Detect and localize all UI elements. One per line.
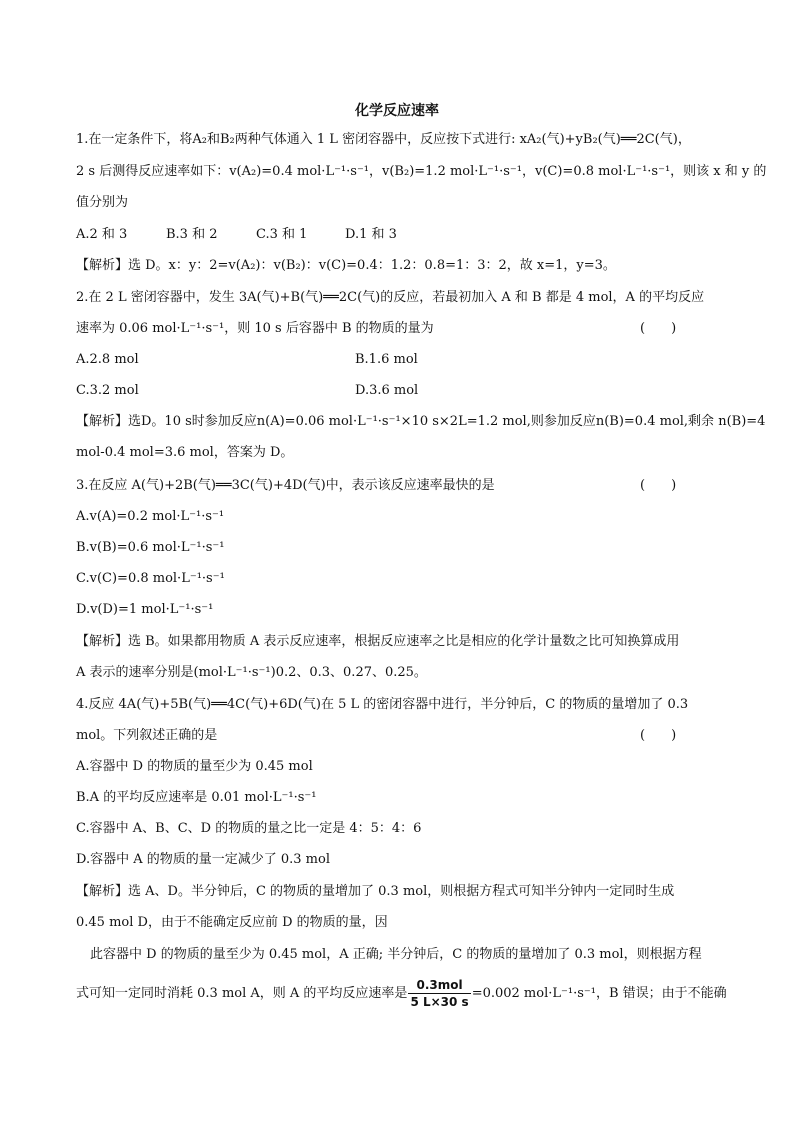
option-b: B.A 的平均反应速率是 0.01 mol·L⁻¹·s⁻¹	[76, 790, 317, 805]
text-line: 速率为 0.06 mol·L⁻¹·s⁻¹，则 10 s 后容器中 B 的物质的量为	[76, 321, 434, 336]
option-d: D.容器中 A 的物质的量一定减少了 0.3 mol	[76, 852, 330, 867]
text-line: mol-0.4 mol=3.6 mol，答案为 D。	[76, 445, 294, 460]
option-c: C.3.2 mol	[76, 383, 139, 398]
fraction-denominator: 5 L×30 s	[410, 995, 469, 1009]
formula-line	[76, 976, 736, 1012]
option-c: C.v(C)=0.8 mol·L⁻¹·s⁻¹	[76, 571, 225, 586]
option-d: D.1 和 3	[345, 227, 397, 242]
formula-text-before: 式可知一定同时消耗 0.3 mol A，则 A 的平均反应速率是	[76, 986, 408, 1001]
text-line: A 表示的速率分别是(mol·L⁻¹·s⁻¹)0.2、0.3、0.27、0.25。	[76, 665, 427, 680]
text-line: 此容器中 D 的物质的量至少为 0.45 mol，A 正确; 半分钟后，C 的物质的量增加了 0.3 mol，则根据方程	[90, 947, 702, 962]
option-a: A.2.8 mol	[76, 352, 139, 367]
option-a: A.2 和 3	[76, 227, 128, 242]
option-c: C.3 和 1	[256, 227, 308, 242]
text-line: mol。下列叙述正确的是	[76, 728, 218, 743]
text-line: 值分别为	[76, 195, 129, 210]
text-line: 2 s 后测得反应速率如下：v(A₂)=0.4 mol·L⁻¹·s⁻¹，v(B₂)=1.2 mol·L⁻¹·s⁻¹，v(C)=0.8 mol·L⁻¹·s⁻¹，则该 x 和 y 的	[76, 164, 767, 179]
q1-options	[76, 225, 736, 245]
option-a: A.v(A)=0.2 mol·L⁻¹·s⁻¹	[76, 509, 225, 524]
option-d: D.3.6 mol	[355, 383, 419, 398]
fraction-numerator: 0.3mol	[408, 977, 470, 994]
text-line: 4.反应 4A(气)+5B(气)══4C(气)+6D(气)在 5 L 的密闭容器中进行，半分钟后，C 的物质的量增加了 0.3	[76, 697, 689, 712]
text-line: 3.在反应 A(气)+2B(气)══3C(气)+4D(气)中，表示该反应速率最快的是	[76, 478, 495, 493]
analysis-line: 【解析】选 D。x：y：2=v(A₂)：v(B₂)：v(C)=0.4：1.2：0.8=1：3：2，故 x=1，y=3。	[76, 258, 616, 273]
text-line: 0.45 mol D，由于不能确定反应前 D 的物质的量，因	[76, 915, 388, 930]
q2-options-row1	[76, 350, 736, 370]
option-c: C.容器中 A、B、C、D 的物质的量之比一定是 4：5：4：6	[76, 821, 422, 836]
option-b: B.v(B)=0.6 mol·L⁻¹·s⁻¹	[76, 540, 225, 555]
page-title: 化学反应速率	[355, 103, 439, 119]
answer-bracket: ( )	[640, 728, 677, 743]
option-a: A.容器中 D 的物质的量至少为 0.45 mol	[76, 759, 313, 774]
answer-bracket: ( )	[640, 321, 677, 336]
option-b: B.1.6 mol	[355, 352, 418, 367]
text-line: 1.在一定条件下，将A₂和B₂两种气体通入 1 L 密闭容器中，反应按下式进行: xA₂(气)+yB₂(气)══2C(气)，	[76, 132, 691, 147]
formula-text-after: =0.002 mol·L⁻¹·s⁻¹，B 错误；由于不能确	[471, 986, 727, 1001]
answer-bracket: ( )	[640, 478, 677, 493]
option-d: D.v(D)=1 mol·L⁻¹·s⁻¹	[76, 602, 214, 617]
analysis-line: 【解析】选 B。如果都用物质 A 表示反应速率，根据反应速率之比是相应的化学计量数之比可知换算成用	[76, 634, 680, 649]
analysis-line: 【解析】选D。10 s时参加反应n(A)=0.06 mol·L⁻¹·s⁻¹×10 s×2L=1.2 mol,则参加反应n(B)=0.4 mol,剩余 n(B)=4	[76, 414, 766, 429]
q2-options-row2	[76, 381, 736, 401]
analysis-line: 【解析】选 A、D。半分钟后，C 的物质的量增加了 0.3 mol，则根据方程式可知半分钟内一定同时生成	[76, 884, 675, 899]
fraction	[408, 977, 470, 1010]
option-b: B.3 和 2	[166, 227, 218, 242]
text-line: 2.在 2 L 密闭容器中，发生 3A(气)+B(气)══2C(气)的反应，若最初加入 A 和 B 都是 4 mol，A 的平均反应	[76, 290, 705, 305]
